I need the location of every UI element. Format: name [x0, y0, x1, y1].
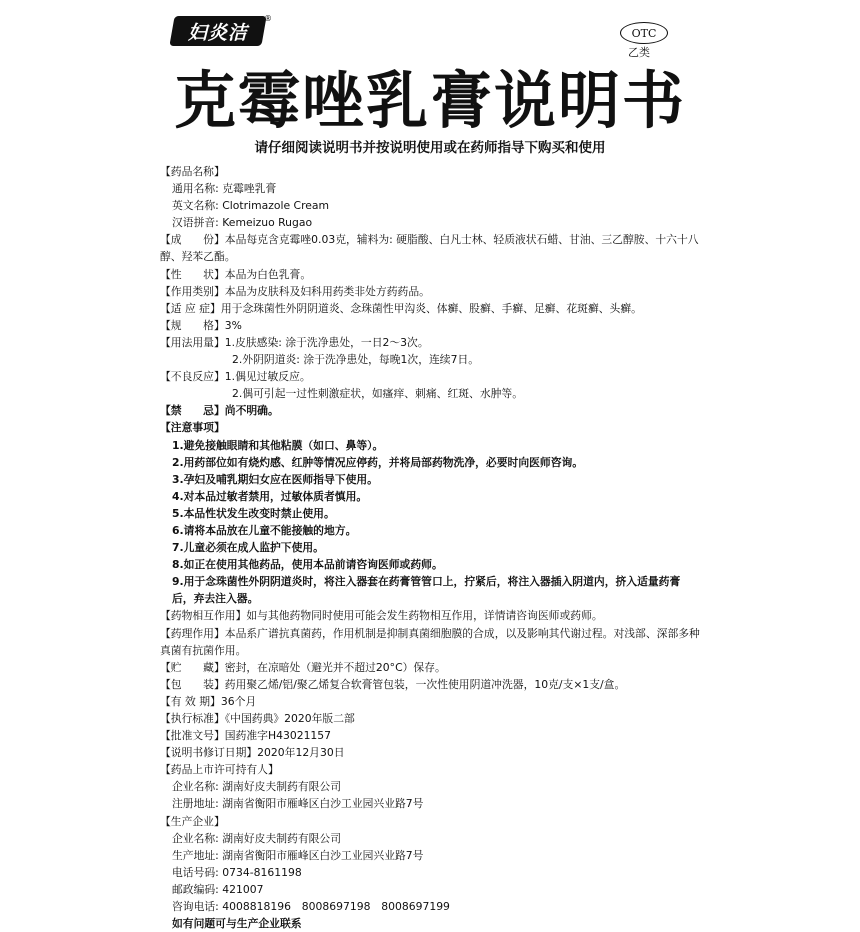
- precautions-heading: 【注意事项】: [160, 421, 225, 435]
- precaution-item: 9.用于念珠菌性外阴阴道炎时，将注入器套在药膏管管口上，拧紧后，将注入器插入阴道内，挤入适量药膏后，弃去注入器。: [172, 575, 681, 606]
- dosage-2: 2.外阴阴道炎: 涂于洗净患处，每晚1次，连续7日。: [232, 353, 480, 367]
- license-holder-heading: 【药品上市许可持有人】: [160, 763, 279, 777]
- precaution-item: 8.如正在使用其他药品，使用本品前请咨询医师或药师。: [172, 558, 443, 572]
- adverse-reaction-2: 2.偶可引起一过性刺激症状，如瘙痒、刺痛、红斑、水肿等。: [232, 387, 524, 401]
- postal-code: 邮政编码: 421007: [172, 882, 264, 896]
- shelf-life: 【有 效 期】36个月: [160, 694, 257, 708]
- pinyin-name: 汉语拼音: Kemeizuo Rugao: [172, 216, 313, 230]
- page-title: 克霉唑乳膏说明书: [173, 64, 686, 137]
- precaution-item: 2.用药部位如有烧灼感、红肿等情况应停药，并将局部药物洗净，必要时向医师咨询。: [172, 455, 584, 469]
- precaution-item: 4.对本品过敏者禁用，过敏体质者慎用。: [172, 489, 368, 503]
- appearance: 【性 状】本品为白色乳膏。: [160, 267, 312, 281]
- revision-date: 【说明书修订日期】2020年12月30日: [160, 746, 345, 760]
- dosage-1: 【用法用量】1.皮肤感染: 涂于洗净患处，一日2～3次。: [160, 335, 429, 349]
- precaution-item: 6.请将本品放在儿童不能接触的地方。: [172, 523, 357, 537]
- contraindications: 【禁 忌】尚不明确。: [160, 404, 279, 418]
- contact-note: 如有问题可与生产企业联系: [172, 917, 302, 931]
- pharmacology: 【药理作用】本品系广谱抗真菌药，作用机制是抑制真菌细胞膜的合成，以及影响其代谢过程。对浅部、深部多种真菌有抗菌作用。: [160, 626, 700, 657]
- ingredients: 【成 份】本品每克含克霉唑0.03克，辅料为: 硬脂酸、白凡士林、轻质液状石蜡、甘油、三乙醇胺、十六十八醇、羟苯乙酯。: [160, 233, 699, 264]
- manufacturer-heading: 【生产企业】: [160, 814, 225, 828]
- approval-number: 【批准文号】国药准字H43021157: [160, 729, 332, 743]
- drug-interactions: 【药物相互作用】如与其他药物同时使用可能会发生药物相互作用，详情请咨询医师或药师。: [160, 609, 603, 623]
- leaflet-body: [160, 163, 700, 932]
- manufacturer-address: 生产地址: 湖南省衡阳市雁峰区白沙工业园兴业路7号: [172, 848, 424, 862]
- precaution-item: 1.避免接触眼睛和其他粘膜（如口、鼻等）。: [172, 438, 384, 452]
- precaution-item: 5.本品性状发生改变时禁止使用。: [172, 506, 335, 520]
- indications: 【适 应 症】用于念珠菌性外阴阴道炎、念珠菌性甲沟炎、体癣、股癣、手癣、足癣、花斑癣、头癣。: [160, 301, 642, 315]
- holder-company: 企业名称: 湖南好皮夫制药有限公司: [172, 780, 342, 794]
- precaution-item: 7.儿童必须在成人监护下使用。: [172, 541, 324, 555]
- drug-name-heading: 【药品名称】: [160, 165, 225, 178]
- usage-notice: 请仔细阅读说明书并按说明使用或在药师指导下购买和使用: [254, 140, 606, 156]
- brand-logo: [169, 16, 266, 46]
- storage: 【贮 藏】密封，在凉暗处（避光并不超过20°C）保存。: [160, 660, 446, 674]
- otc-class: 乙类: [628, 46, 650, 59]
- registered-mark: ®: [264, 14, 272, 23]
- brand-name: 妇炎洁: [187, 21, 248, 44]
- hotline: 咨询电话: 4008818196 8008697198 8008697199: [172, 900, 450, 914]
- otc-badge: OTC: [620, 22, 668, 44]
- generic-name: 通用名称: 克霉唑乳膏: [172, 182, 277, 196]
- phone-number: 电话号码: 0734-8161198: [172, 865, 302, 879]
- holder-address: 注册地址: 湖南省衡阳市雁峰区白沙工业园兴业路7号: [172, 797, 424, 811]
- packaging: 【包 装】药用聚乙烯/铝/聚乙烯复合软膏管包装，一次性使用阴道冲洗器，10克/支×1支/盒。: [160, 677, 626, 691]
- manufacturer-company: 企业名称: 湖南好皮夫制药有限公司: [172, 831, 342, 845]
- english-name: 英文名称: Clotrimazole Cream: [172, 199, 330, 213]
- adverse-reaction-1: 【不良反应】1.偶见过敏反应。: [160, 370, 311, 384]
- standard: 【执行标准】《中国药典》2020年版二部: [160, 712, 355, 725]
- category: 【作用类别】本品为皮肤科及妇科用药类非处方药药品。: [160, 284, 430, 298]
- specification: 【规 格】3%: [160, 318, 242, 332]
- precaution-item: 3.孕妇及哺乳期妇女应在医师指导下使用。: [172, 472, 378, 486]
